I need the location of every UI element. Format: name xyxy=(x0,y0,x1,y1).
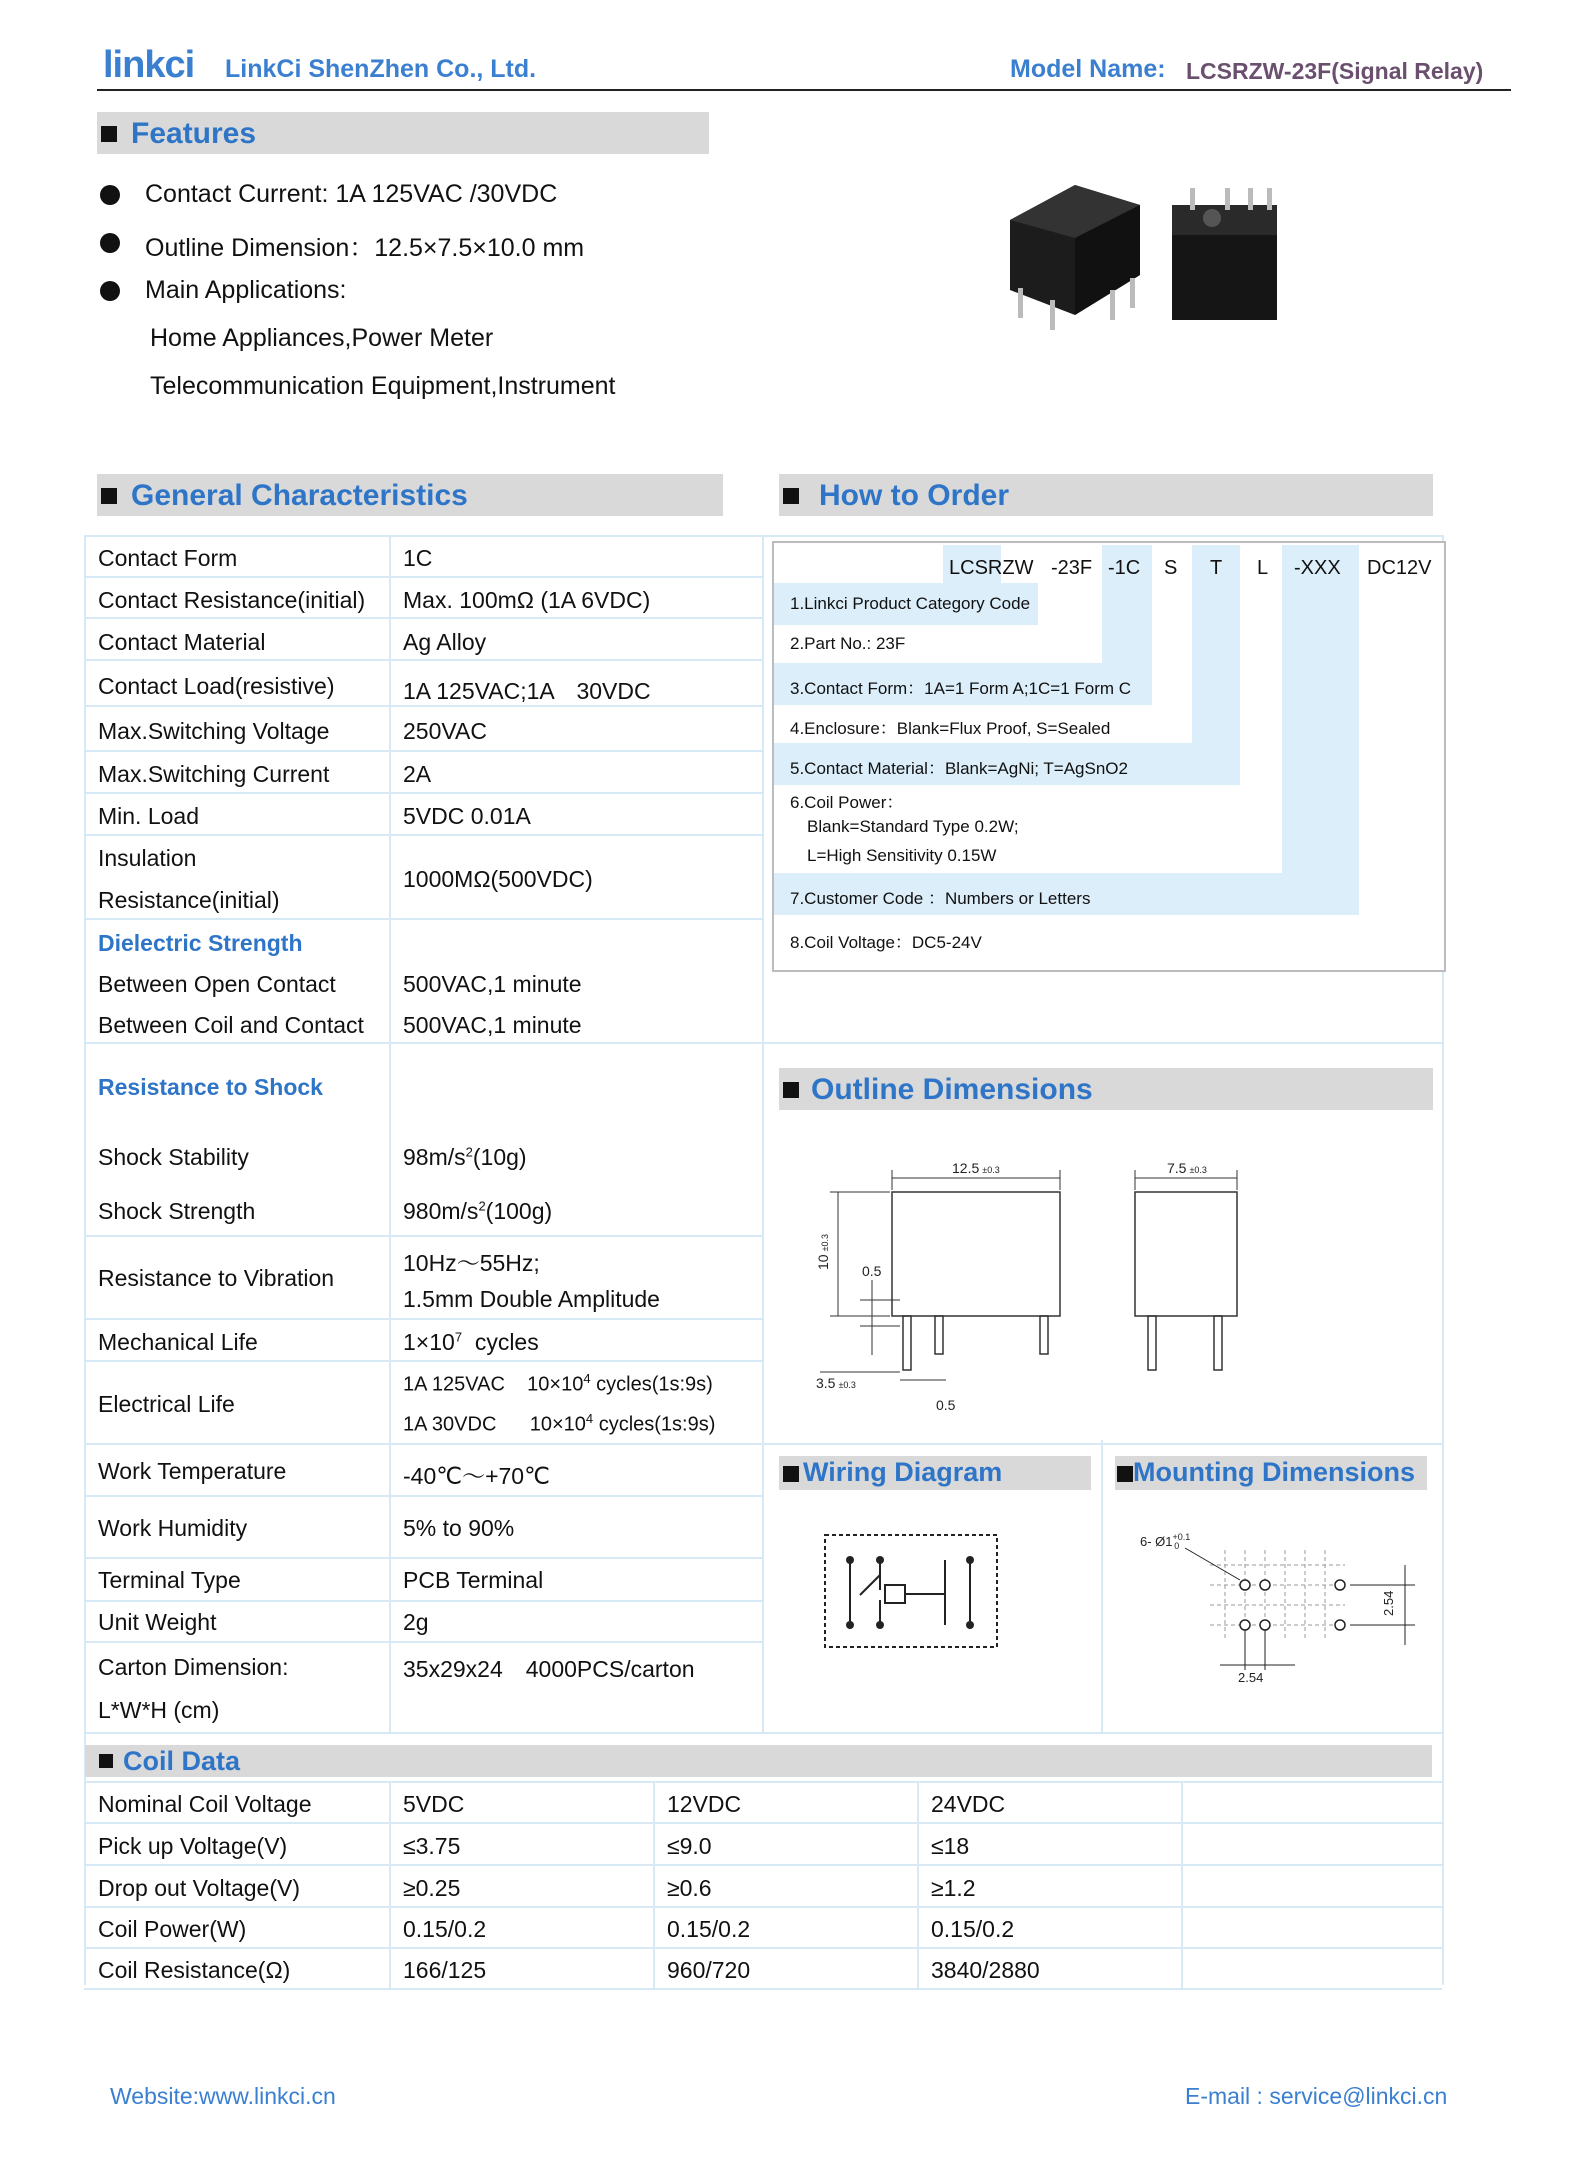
spec-value: Max. 100mΩ (1A 6VDC) xyxy=(403,587,651,613)
wiring-title: Wiring Diagram xyxy=(803,1457,1003,1487)
application-item: Telecommunication Equipment,Instrument xyxy=(150,372,616,400)
order-title: How to Order xyxy=(819,479,1010,512)
dim-d3: 0.5 xyxy=(936,1397,956,1413)
outline-title: Outline Dimensions xyxy=(811,1073,1093,1106)
spec-value: 5VDC 0.01A xyxy=(403,803,531,829)
spec-label: Electrical Life xyxy=(98,1391,235,1417)
spec-label: Shock Stability xyxy=(98,1144,249,1170)
spec-label: Insulation xyxy=(98,845,197,871)
bullet-dot-icon xyxy=(100,281,120,301)
order-code: L xyxy=(1257,557,1269,579)
coil-label: Coil Power(W) xyxy=(98,1916,247,1942)
coil-banner xyxy=(85,1745,1432,1777)
spec-value: 1A 125VAC $10\times 10^4$ cycles(1s:9s) xyxy=(403,1371,713,1396)
spec-label: Between Open Contact xyxy=(98,971,336,997)
order-code: LCSRZW xyxy=(949,557,1034,579)
coil-value: ≤18 xyxy=(931,1833,970,1859)
feature-item: Contact Current: 1A 125VAC /30VDC xyxy=(145,180,558,208)
coil-value: ≤9.0 xyxy=(667,1833,712,1859)
hole-label: 6- $Ø1^{+0.1}$ 0 xyxy=(1140,1532,1191,1551)
order-code: -1C xyxy=(1108,557,1141,579)
spec-value: 5% to 90% xyxy=(403,1515,515,1541)
feature-item: Outline Dimension：12.5×7.5×10.0 mm xyxy=(145,234,585,262)
bullet-square-icon xyxy=(783,1082,799,1098)
spec-label: Max.Switching Current xyxy=(98,761,330,787)
coil-value: ≥1.2 xyxy=(931,1875,976,1901)
coil-label: Coil Resistance(Ω) xyxy=(98,1957,291,1983)
bullet-square-icon xyxy=(783,488,799,504)
order-line: 3.Contact Form：1A=1 Form A;1C=1 Form C xyxy=(790,679,1132,698)
relay-product-photo xyxy=(990,180,1310,360)
spec-value: 2g xyxy=(403,1609,429,1635)
spec-label: Resistance to Vibration xyxy=(98,1265,335,1291)
company-name: LinkCi ShenZhen Co., Ltd. xyxy=(225,55,537,83)
coil-value: 0.15/0.2 xyxy=(403,1916,487,1942)
email-link[interactable]: E-mail : service@linkci.cn xyxy=(1185,2083,1448,2109)
order-line: Blank=Standard Type 0.2W; xyxy=(807,817,1019,836)
dielectric-title: Dielectric Strength xyxy=(98,930,303,956)
order-line: 5.Contact Material：Blank=AgNi; T=AgSnO2 xyxy=(790,759,1128,778)
coil-value: ≤3.75 xyxy=(403,1833,461,1859)
coil-label: Drop out Voltage(V) xyxy=(98,1875,301,1901)
coil-title: Coil Data xyxy=(123,1746,241,1776)
order-line: 8.Coil Voltage：DC5-24V xyxy=(790,933,982,952)
spec-label: Contact Form xyxy=(98,545,238,571)
pitch-horizontal: 2.54 xyxy=(1238,1670,1264,1685)
mounting-drawing xyxy=(1135,1520,1415,1710)
order-line: 7.Customer Code ：Numbers or Letters xyxy=(790,889,1091,908)
coil-label: Pick up Voltage(V) xyxy=(98,1833,288,1859)
dim-height: 10±0.3 xyxy=(815,1233,831,1270)
wiring-diagram xyxy=(820,1530,1000,1650)
spec-value: 1000MΩ(500VDC) xyxy=(403,866,593,892)
bullet-square-icon xyxy=(1117,1466,1133,1482)
spec-value: -40℃～+70℃ xyxy=(403,1463,550,1489)
feature-item: Main Applications: xyxy=(145,276,347,304)
coil-value: 166/125 xyxy=(403,1957,487,1983)
coil-value: ≥0.6 xyxy=(667,1875,712,1901)
coil-value: 12VDC xyxy=(667,1791,742,1817)
order-code: -XXX xyxy=(1294,557,1341,579)
spec-label: Unit Weight xyxy=(98,1609,217,1635)
spec-label: Shock Strength xyxy=(98,1198,256,1224)
order-line: 4.Enclosure：Blank=Flux Proof, S=Sealed xyxy=(790,719,1111,738)
application-item: Home Appliances,Power Meter xyxy=(150,324,494,352)
coil-value: 5VDC xyxy=(403,1791,465,1817)
spec-label: Mechanical Life xyxy=(98,1329,258,1355)
mounting-title: Mounting Dimensions xyxy=(1133,1457,1415,1487)
order-code: -23F xyxy=(1051,557,1093,579)
spec-label: Terminal Type xyxy=(98,1567,241,1593)
header-rule xyxy=(97,89,1511,91)
order-line: 2.Part No.: 23F xyxy=(790,634,906,653)
spec-label: Resistance(initial) xyxy=(98,887,280,913)
coil-value: ≥0.25 xyxy=(403,1875,461,1901)
order-code: DC12V xyxy=(1367,557,1432,579)
spec-value: 2A xyxy=(403,761,432,787)
features-title: Features xyxy=(131,117,257,150)
shock-title: Resistance to Shock xyxy=(98,1074,323,1100)
spec-label: Max.Switching Voltage xyxy=(98,718,330,744)
spec-value: 500VAC,1 minute xyxy=(403,971,582,997)
spec-label: Contact Material xyxy=(98,629,266,655)
wiring-banner xyxy=(779,1456,1091,1490)
bullet-dot-icon xyxy=(100,185,120,205)
order-banner xyxy=(779,474,1433,516)
spec-label: Min. Load xyxy=(98,803,200,829)
coil-value: 24VDC xyxy=(931,1791,1006,1817)
dim-width: 7.5 ±0.3 xyxy=(1167,1160,1207,1176)
order-code-box xyxy=(772,541,1446,972)
brand-logo: linkci xyxy=(103,44,195,86)
outline-drawing xyxy=(800,1140,1260,1440)
spec-label: Between Coil and Contact xyxy=(98,1012,364,1038)
bullet-square-icon xyxy=(101,126,117,142)
spec-label: Work Humidity xyxy=(98,1515,248,1541)
coil-value: 3840/2880 xyxy=(931,1957,1040,1983)
mounting-banner xyxy=(1115,1456,1427,1490)
features-banner xyxy=(97,112,709,154)
order-code: T xyxy=(1210,557,1223,579)
spec-label: Contact Load(resistive) xyxy=(98,673,335,699)
coil-value: 0.15/0.2 xyxy=(667,1916,751,1942)
outline-banner xyxy=(779,1068,1433,1110)
order-line: 6.Coil Power： xyxy=(790,793,904,812)
bullet-square-icon xyxy=(101,488,117,504)
spec-value: 10Hz～55Hz; xyxy=(403,1250,540,1276)
order-line: L=High Sensitivity 0.15W xyxy=(807,846,997,865)
spec-value: PCB Terminal xyxy=(403,1567,544,1593)
spec-value: 35x29x24 4000PCS/carton xyxy=(403,1656,695,1682)
spec-value: $980m/s^2(100g)$ xyxy=(403,1198,553,1224)
coil-value: 0.15/0.2 xyxy=(931,1916,1015,1942)
bullet-square-icon xyxy=(783,1466,799,1482)
spec-value: $98m/s^2(10g)$ xyxy=(403,1144,527,1170)
general-title: General Characteristics xyxy=(131,479,468,512)
spec-value: 1A 30VDC $10\times 10^4$ cycles(1s:9s) xyxy=(403,1411,716,1436)
spec-value: Ag Alloy xyxy=(403,629,487,655)
general-banner xyxy=(97,474,723,516)
coil-value: 960/720 xyxy=(667,1957,751,1983)
spec-value: 1.5mm Double Amplitude xyxy=(403,1286,660,1312)
spec-value: 500VAC,1 minute xyxy=(403,1012,582,1038)
spec-label: Contact Resistance(initial) xyxy=(98,587,366,613)
model-name-value: LCSRZW-23F(Signal Relay) xyxy=(1186,58,1484,84)
spec-label: Work Temperature xyxy=(98,1458,287,1484)
spec-label: Carton Dimension: xyxy=(98,1654,289,1680)
bullet-dot-icon xyxy=(100,233,120,253)
pitch-vertical: 2.54 xyxy=(1381,1590,1396,1616)
coil-label: Nominal Coil Voltage xyxy=(98,1791,312,1817)
dim-length: 12.5 ±0.3 xyxy=(952,1160,1000,1176)
dim-d1: 0.5 xyxy=(862,1263,882,1279)
bullet-square-icon xyxy=(99,1754,113,1768)
spec-value: 250VAC xyxy=(403,718,487,744)
spec-value: 1C xyxy=(403,545,433,571)
dim-d2: 3.5 ±0.3 xyxy=(816,1375,856,1391)
model-name-label: Model Name: xyxy=(1010,55,1166,83)
order-line: 1.Linkci Product Category Code xyxy=(790,594,1031,613)
website-link[interactable]: Website:www.linkci.cn xyxy=(110,2083,336,2109)
spec-value: $1\times 10^7$ cycles xyxy=(403,1329,539,1355)
order-code: S xyxy=(1164,557,1178,579)
spec-value: 1A 125VAC;1A 30VDC xyxy=(403,678,651,704)
spec-label: L*W*H (cm) xyxy=(98,1697,220,1723)
